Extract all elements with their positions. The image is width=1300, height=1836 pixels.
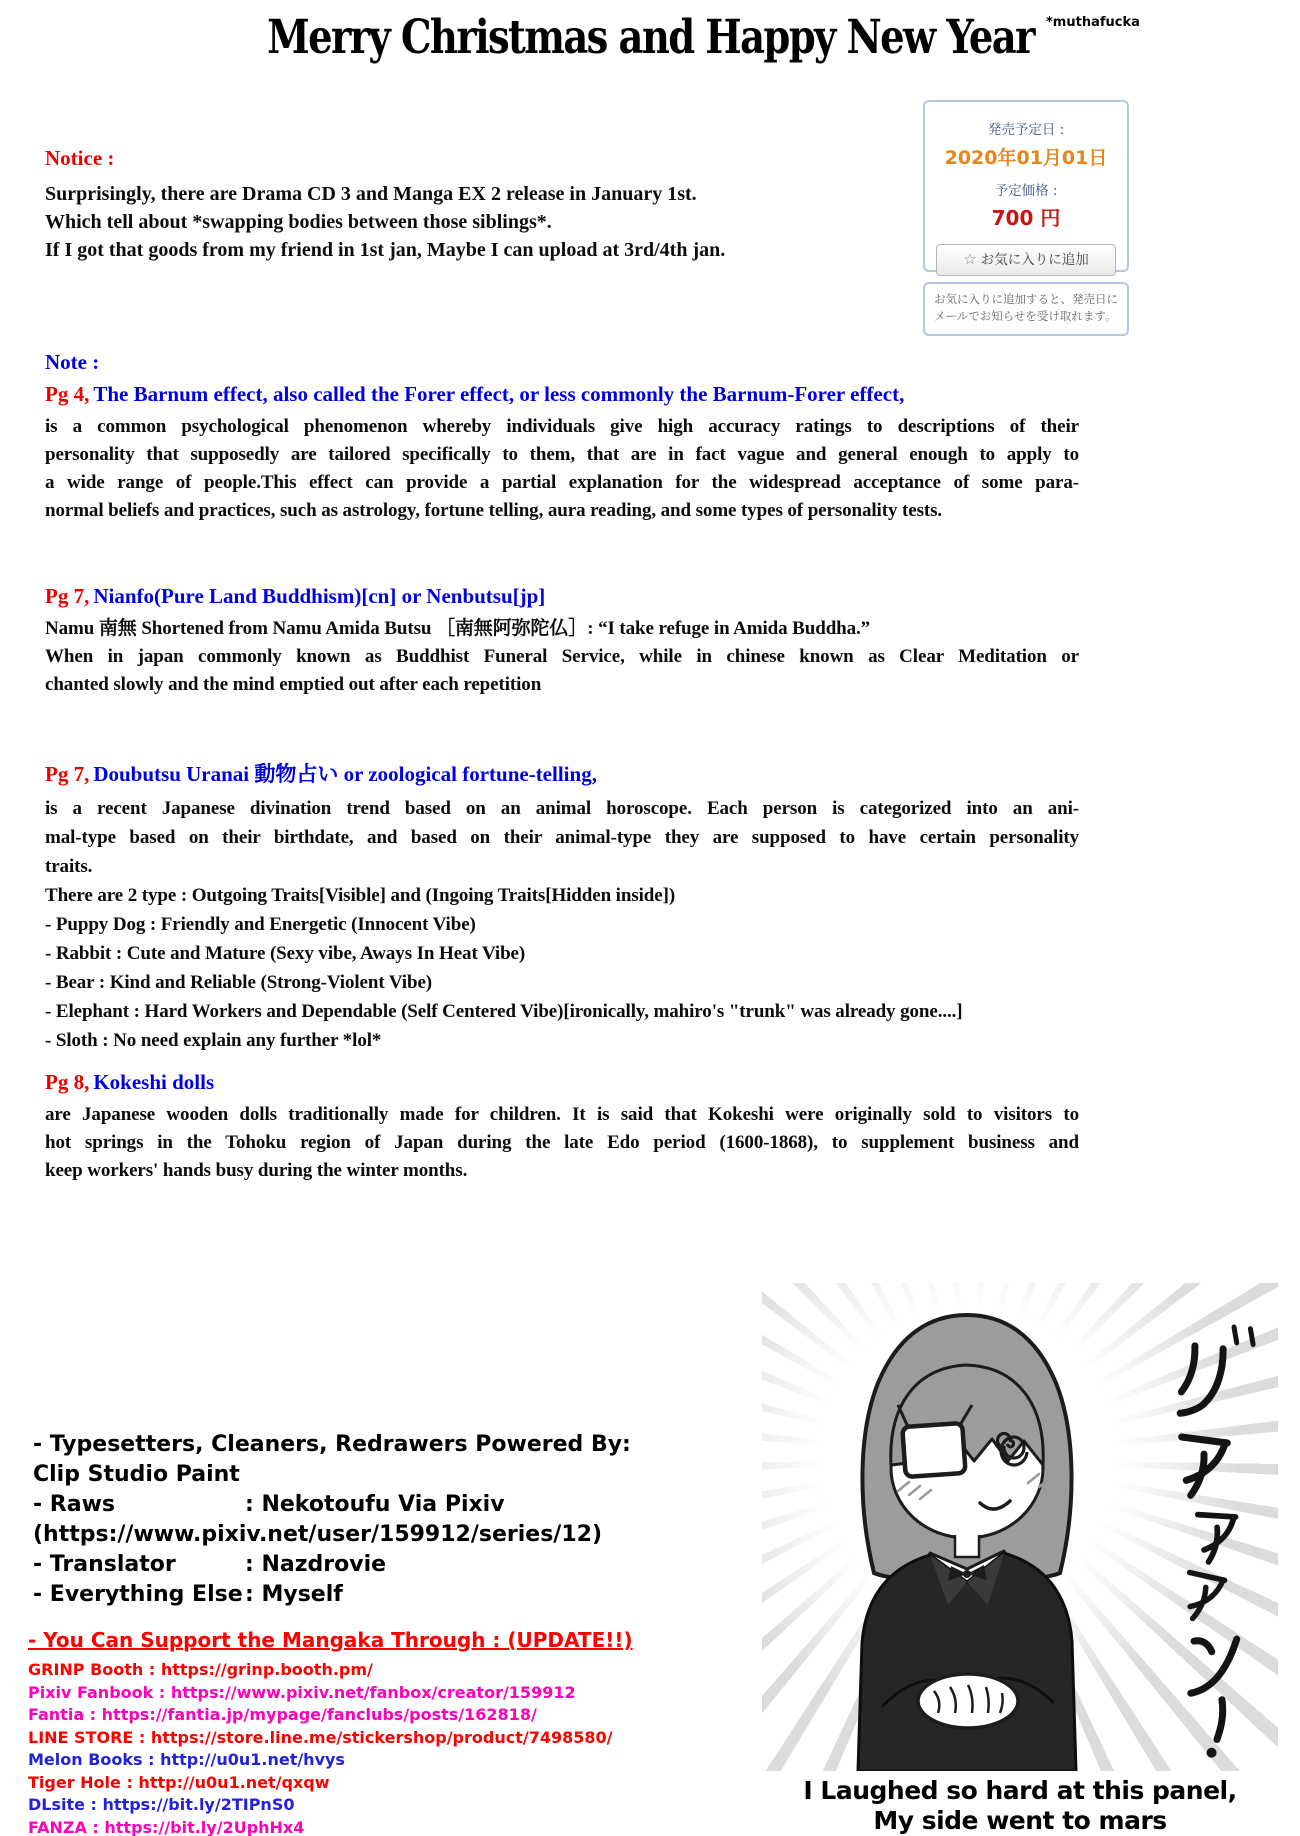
credit-row <box>33 1492 733 1522</box>
support-link-fanza: FANZA : https://bit.ly/2UphHx4 <box>28 1817 305 1836</box>
note-nianfo-line: chanted slowly and the mind emptied out after each repetition <box>45 674 542 695</box>
note-nianfo-heading <box>45 584 1079 609</box>
credit-label: - Raws <box>33 1492 115 1517</box>
note-kokeshi-page: Pg 8, <box>45 1070 90 1094</box>
support-block <box>28 1628 748 1836</box>
support-link-tiger-hole: Tiger Hole : http://u0u1.net/qxqw <box>28 1772 330 1792</box>
price-label: 予定価格 : <box>994 183 1058 199</box>
note-doubutsu-line: mal-type based on their birthdate, and based on their animal-type they are supposed to have certain personality <box>45 827 1079 848</box>
kokeshi-section <box>45 1070 1079 1185</box>
credit-label: - Translator <box>33 1552 176 1577</box>
note-doubutsu-line: - Rabbit : Cute and Mature (Sexy vibe, Aways In Heat Vibe) <box>45 943 526 964</box>
credit-row <box>33 1582 733 1612</box>
notice-line: If I got that goods from my friend in 1st jan, Maybe I can upload at 3rd/4th jan. <box>45 239 726 261</box>
note-doubutsu-line: traits. <box>45 856 93 877</box>
note-kokeshi-line: are Japanese wooden dolls traditionally made for children. It is said that Kokeshi were originally sold to visitors to <box>45 1104 1079 1125</box>
sfx-text <box>1172 1323 1258 1758</box>
support-heading: - You Can Support the Mangaka Through : (UPDATE!!) <box>28 1628 633 1652</box>
caption-line: My side went to mars <box>873 1806 1167 1835</box>
note-doubutsu-line: - Bear : Kind and Reliable (Strong-Violent Vibe) <box>45 972 433 993</box>
note-doubutsu-line: There are 2 type : Outgoing Traits[Visible] and (Ingoing Traits[Hidden inside]) <box>45 885 676 906</box>
blazer <box>858 1553 1076 1771</box>
note-doubutsu-heading <box>45 758 1079 788</box>
credit-label: (https://www.pixiv.net/user/159912/series/12) <box>33 1522 603 1547</box>
credit-label: - Typesetters, Cleaners, Redrawers Powered By: <box>33 1432 631 1457</box>
credit-label: Clip Studio Paint <box>33 1462 240 1487</box>
add-to-favorites-label: お気に入りに追加 <box>980 252 1089 268</box>
note-doubutsu-line: - Sloth : No need explain any further *lol* <box>45 1030 382 1051</box>
notice-heading: Notice : <box>45 146 115 170</box>
note-doubutsu-page: Pg 7, <box>45 762 90 786</box>
favorites-note-text: お気に入りに追加すると、発売日に メールでお知らせを受け取れます。 <box>934 292 1118 323</box>
note-pg4-title: The Barnum effect, also called the Forer effect, or less commonly the Barnum-Forer effect, <box>93 382 905 406</box>
note-nianfo-page: Pg 7, <box>45 584 90 608</box>
star-icon: ☆ <box>963 250 977 268</box>
character-neck <box>955 1535 979 1557</box>
note-nianfo-line: When in japan commonly known as Buddhist Funeral Service, while in chinese known as Clear Meditation or <box>45 646 1079 667</box>
support-link-melon-books: Melon Books : http://u0u1.net/hvys <box>28 1750 345 1769</box>
note-pg4-line: a wide range of people.This effect can provide a partial explanation for the widespread acceptance of some para- <box>45 472 1079 493</box>
support-link-dlsite: DLsite : https://bit.ly/2TIPnS0 <box>28 1795 295 1814</box>
note-section <box>45 350 1079 525</box>
credit-row <box>33 1432 733 1462</box>
support-link-pixiv-fanbox: Pixiv Fanbook : https://www.pixiv.net/fanbox/creator/159912 <box>28 1682 576 1702</box>
panel-caption <box>762 1776 1278 1836</box>
page-title-text: Merry Christmas and Happy New Year <box>266 10 1034 65</box>
note-kokeshi-line: hot springs in the Tohoku region of Japan during the late Edo period (1600-1868), to supplement business and <box>45 1132 1079 1153</box>
note-pg4-line: normal beliefs and practices, such as astrology, fortune telling, aura reading, and some types of personality tests. <box>45 500 943 521</box>
caption-line: I Laughed so hard at this panel, <box>803 1776 1237 1805</box>
manga-panel <box>762 1283 1278 1771</box>
bow-knot <box>963 1570 971 1578</box>
note-pg4-page: Pg 4, <box>45 382 90 406</box>
note-nianfo-title: Nianfo(Pure Land Buddhism)[cn] or Nenbutsu[jp] <box>93 584 546 608</box>
note-pg4-line: is a common psychological phenomenon whereby individuals give high accuracy ratings to descriptions of their <box>45 416 1079 437</box>
notice-line: Which tell about *swapping bodies between those siblings*. <box>45 211 552 233</box>
favorites-note-box <box>923 282 1129 336</box>
note-doubutsu-title: Doubutsu Uranai 動物占い or zoological fortune-telling, <box>93 762 597 786</box>
eyepatch <box>902 1423 965 1477</box>
credit-value: : Nekotoufu Via Pixiv <box>245 1492 505 1517</box>
credits-block <box>33 1432 733 1612</box>
release-date-label: 発売予定日 : <box>987 122 1065 138</box>
nianfo-section <box>45 584 1079 699</box>
release-date-value: 2020年01月01日 <box>944 147 1108 169</box>
price-value: 700 円 <box>991 206 1061 230</box>
credit-label: - Everything Else <box>33 1582 243 1607</box>
note-nianfo-line: Namu 南無 Shortened from Namu Amida Butsu ［南無阿弥陀仏］: “I take refuge in Amida Buddha.” <box>45 618 871 639</box>
page-title-superscript: *muthafucka <box>1046 15 1140 30</box>
credit-value: : Myself <box>245 1582 343 1607</box>
note-kokeshi-line: keep workers' hands busy during the winter months. <box>45 1160 468 1181</box>
credit-row <box>33 1552 733 1582</box>
character-illustration <box>762 1283 1278 1771</box>
notice-section <box>45 146 1079 264</box>
note-pg4-heading <box>45 382 1079 407</box>
doubutsu-section <box>45 758 1079 1055</box>
notice-line: Surprisingly, there are Drama CD 3 and Manga EX 2 release in January 1st. <box>45 183 697 205</box>
note-pg4-line: personality that supposedly are tailored specifically to them, that are in fact vague and general enough to apply to <box>45 444 1079 465</box>
support-link-fantia: Fantia : https://fantia.jp/mypage/fanclubs/posts/162818/ <box>28 1705 537 1724</box>
credit-value: : Nazdrovie <box>245 1552 387 1577</box>
note-doubutsu-line: - Puppy Dog : Friendly and Energetic (Innocent Vibe) <box>45 914 476 935</box>
note-kokeshi-heading <box>45 1070 1079 1095</box>
support-link-grinp: GRINP Booth : https://grinp.booth.pm/ <box>28 1660 373 1679</box>
credit-row <box>33 1462 733 1492</box>
note-doubutsu-line: - Elephant : Hard Workers and Dependable (Self Centered Vibe)[ironically, mahiro's "trunk" was already gone....] <box>45 1001 963 1022</box>
support-link-line-store: LINE STORE : https://store.line.me/stickershop/product/7498580/ <box>28 1727 613 1747</box>
note-doubutsu-line: is a recent Japanese divination trend based on an animal horoscope. Each person is categorized into an ani- <box>45 798 1079 819</box>
note-heading: Note : <box>45 350 100 374</box>
credit-row <box>33 1522 733 1552</box>
note-kokeshi-title: Kokeshi dolls <box>93 1070 215 1094</box>
